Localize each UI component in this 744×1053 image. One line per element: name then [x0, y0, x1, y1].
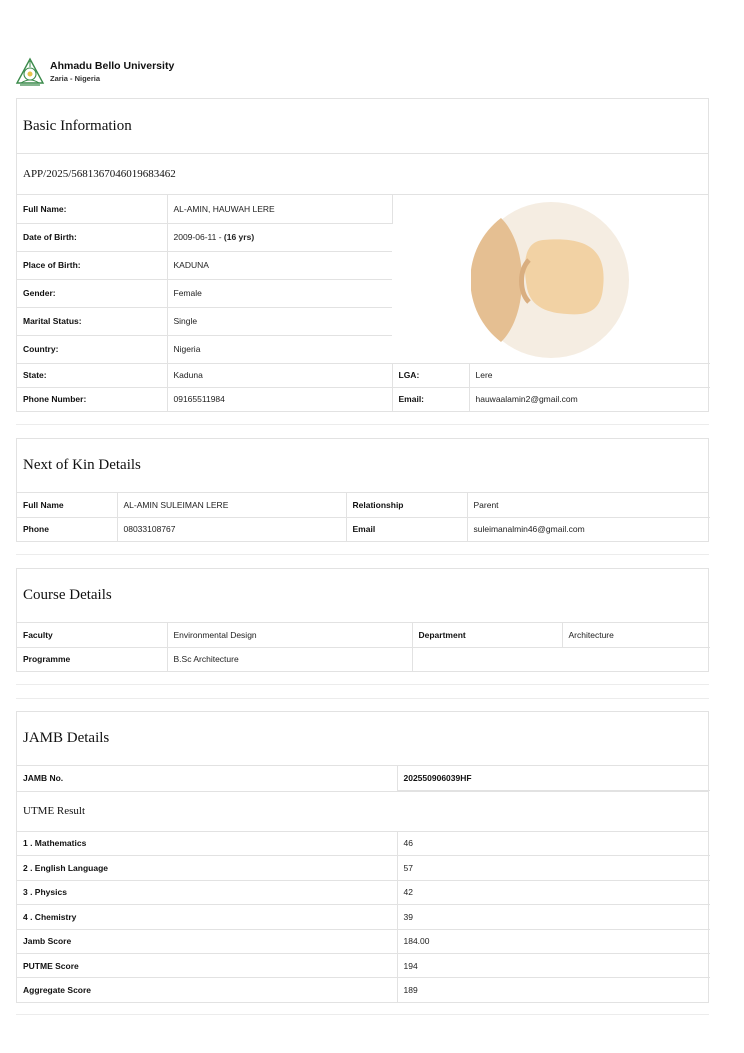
aggregate-score-label: Aggregate Score — [17, 978, 397, 1002]
table-row — [17, 880, 710, 904]
section-divider — [16, 684, 709, 685]
aggregate-score-value: 189 — [403, 985, 418, 996]
marital-value: Single — [167, 307, 392, 335]
section-title: Next of Kin Details — [17, 439, 708, 493]
photo-cell — [392, 195, 710, 363]
section-title: JAMB Details — [17, 712, 708, 766]
subject-label: 1 . Mathematics — [17, 832, 397, 856]
utme-result-table — [17, 832, 710, 1003]
table-row — [17, 953, 710, 977]
dob-value — [167, 223, 392, 251]
page-header — [15, 56, 174, 88]
pob-value: KADUNA — [167, 251, 392, 279]
section-divider — [16, 698, 709, 699]
full-name-label: Full Name: — [17, 195, 167, 223]
utme-result-title: UTME Result — [17, 791, 708, 832]
gender-label: Gender: — [17, 279, 167, 307]
lga-label: LGA: — [392, 363, 469, 387]
email-value: hauwaalamin2@gmail.com — [475, 394, 578, 405]
table-row — [17, 856, 710, 880]
phone-value: 09165511984 — [167, 387, 392, 411]
jamb-no-value: 202550906039HF — [397, 766, 710, 790]
faculty-value: Environmental Design — [167, 623, 412, 647]
kin-email-value: suleimanalmin46@gmail.com — [473, 524, 585, 535]
subject-score: 42 — [397, 880, 710, 904]
state-value: Kaduna — [167, 363, 392, 387]
faculty-label: Faculty — [17, 623, 167, 647]
basic-information-section — [16, 98, 709, 412]
jamb-number-table — [17, 766, 710, 791]
kin-relationship-label: Relationship — [346, 493, 467, 517]
department-label: Department — [412, 623, 562, 647]
subject-label: 3 . Physics — [17, 880, 397, 904]
university-location: Zaria - Nigeria — [50, 73, 101, 83]
jamb-details-section — [16, 711, 709, 1003]
section-divider — [16, 1014, 709, 1015]
section-title: Basic Information — [17, 99, 708, 154]
country-value: Nigeria — [167, 335, 392, 363]
kin-phone-label: Phone — [17, 517, 117, 541]
kin-table — [17, 493, 710, 541]
jamb-score-label: Jamb Score — [17, 929, 397, 953]
kin-name-label: Full Name — [17, 493, 117, 517]
pob-label: Place of Birth: — [17, 251, 167, 279]
lga-value: Lere — [469, 363, 710, 387]
department-value: Architecture — [562, 623, 710, 647]
university-name: Ahmadu Bello University — [50, 59, 175, 72]
table-row — [17, 929, 710, 953]
table-row — [17, 978, 710, 1002]
course-details-section — [16, 568, 709, 672]
next-of-kin-section — [16, 438, 709, 542]
gender-value: Female — [167, 279, 392, 307]
table-row — [17, 832, 710, 856]
subject-score: 46 — [397, 832, 710, 856]
email-label: Email: — [392, 387, 469, 411]
marital-label: Marital Status: — [17, 307, 167, 335]
kin-phone-value: 08033108767 — [117, 517, 346, 541]
jamb-score-value: 184.00 — [397, 929, 710, 953]
full-name-value: AL-AMIN, HAUWAH LERE — [167, 195, 392, 223]
course-table — [17, 623, 710, 671]
university-crest-icon — [15, 57, 45, 87]
kin-name-value: AL-AMIN SULEIMAN LERE — [117, 493, 346, 517]
programme-label: Programme — [17, 647, 167, 671]
subject-label: 4 . Chemistry — [17, 905, 397, 929]
country-label: Country: — [17, 335, 167, 363]
basic-info-table — [17, 195, 710, 411]
putme-score-value: 194 — [397, 953, 710, 977]
subject-score: 57 — [397, 856, 710, 880]
section-divider — [16, 554, 709, 555]
avatar-placeholder-icon — [471, 200, 631, 360]
subject-score: 39 — [397, 905, 710, 929]
kin-email-label: Email — [346, 517, 467, 541]
phone-label: Phone Number: — [17, 387, 167, 411]
jamb-no-label: JAMB No. — [17, 766, 397, 790]
dob-label: Date of Birth: — [17, 223, 167, 251]
application-number: APP/2025/5681367046019683462 — [17, 154, 708, 195]
dob-date: 2009-06-11 - — [173, 232, 224, 242]
putme-score-label: PUTME Score — [17, 953, 397, 977]
programme-value: B.Sc Architecture — [167, 647, 412, 671]
table-row — [17, 905, 710, 929]
state-label: State: — [17, 363, 167, 387]
subject-label: 2 . English Language — [17, 856, 397, 880]
kin-relationship-value: Parent — [467, 493, 710, 517]
empty-cell — [412, 647, 710, 671]
age-value: (16 yrs) — [223, 232, 255, 242]
section-title: Course Details — [17, 569, 708, 623]
section-divider — [16, 424, 709, 425]
